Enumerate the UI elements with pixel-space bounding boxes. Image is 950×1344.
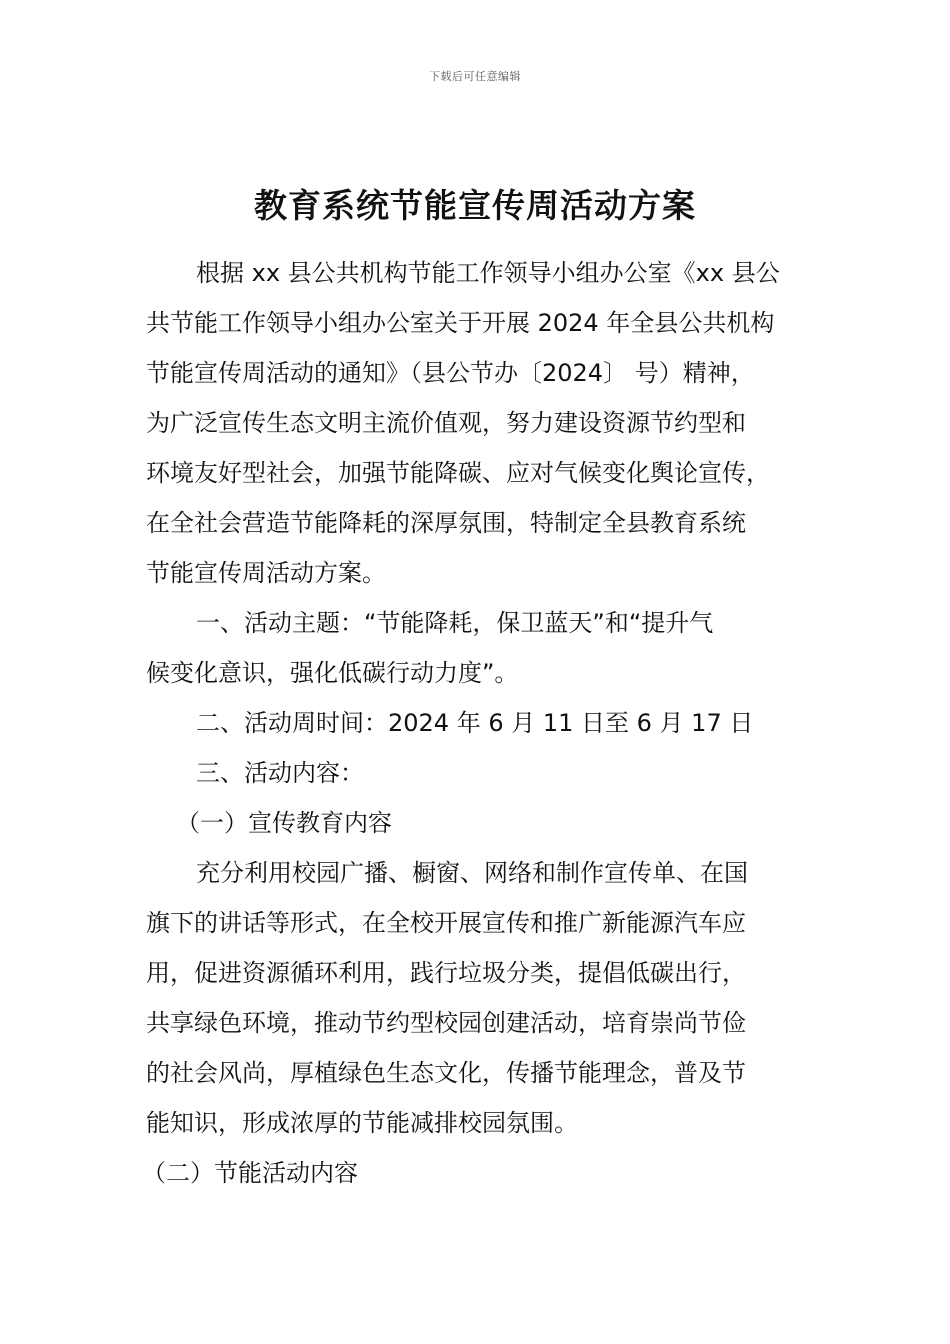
paragraph-line: 充分利用校园广播、橱窗、网络和制作宣传单、在国	[196, 859, 748, 887]
paragraph-line: 根据 xx 县公共机构节能工作领导小组办公室《xx 县公	[196, 259, 780, 287]
paragraph-line: 节能宣传周活动方案。	[146, 559, 386, 587]
paragraph-line: 共节能工作领导小组办公室关于开展 2024 年全县公共机构	[146, 309, 775, 337]
paragraph-line: 节能宣传周活动的通知》（县公节办〔2024〕 号）精神，	[146, 359, 755, 387]
paragraph-line: 共享绿色环境，推动节约型校园创建活动，培育崇尚节俭	[146, 1009, 746, 1037]
paragraph-line: 用，促进资源循环利用，践行垃圾分类，提倡低碳出行，	[146, 959, 746, 987]
paragraph-line: 环境友好型社会，加强节能降碳、应对气候变化舆论宣传，	[146, 459, 770, 487]
header-note: 下载后可任意编辑	[429, 70, 521, 83]
paragraph-line: 候变化意识，强化低碳行动力度”。	[146, 659, 519, 687]
paragraph-line: 能知识，形成浓厚的节能减排校园氛围。	[146, 1109, 578, 1137]
paragraph-line: 的社会风尚，厚植绿色生态文化，传播节能理念，普及节	[146, 1059, 746, 1087]
document-title: 教育系统节能宣传周活动方案	[254, 186, 696, 225]
section-heading-content: 三、活动内容：	[196, 759, 364, 787]
section-heading-time: 二、活动周时间：2024 年 6 月 11 日至 6 月 17 日	[196, 709, 754, 737]
paragraph-line: 旗下的讲话等形式，在全校开展宣传和推广新能源汽车应	[146, 909, 746, 937]
subsection-heading-activities: （二）节能活动内容	[142, 1159, 358, 1187]
subsection-heading-education: （一）宣传教育内容	[176, 809, 392, 837]
paragraph-line: 在全社会营造节能降耗的深厚氛围，特制定全县教育系统	[146, 509, 746, 537]
section-heading-theme: 一、活动主题：“节能降耗，保卫蓝天”和“提升气	[196, 609, 714, 637]
paragraph-line: 为广泛宣传生态文明主流价值观，努力建设资源节约型和	[146, 409, 746, 437]
